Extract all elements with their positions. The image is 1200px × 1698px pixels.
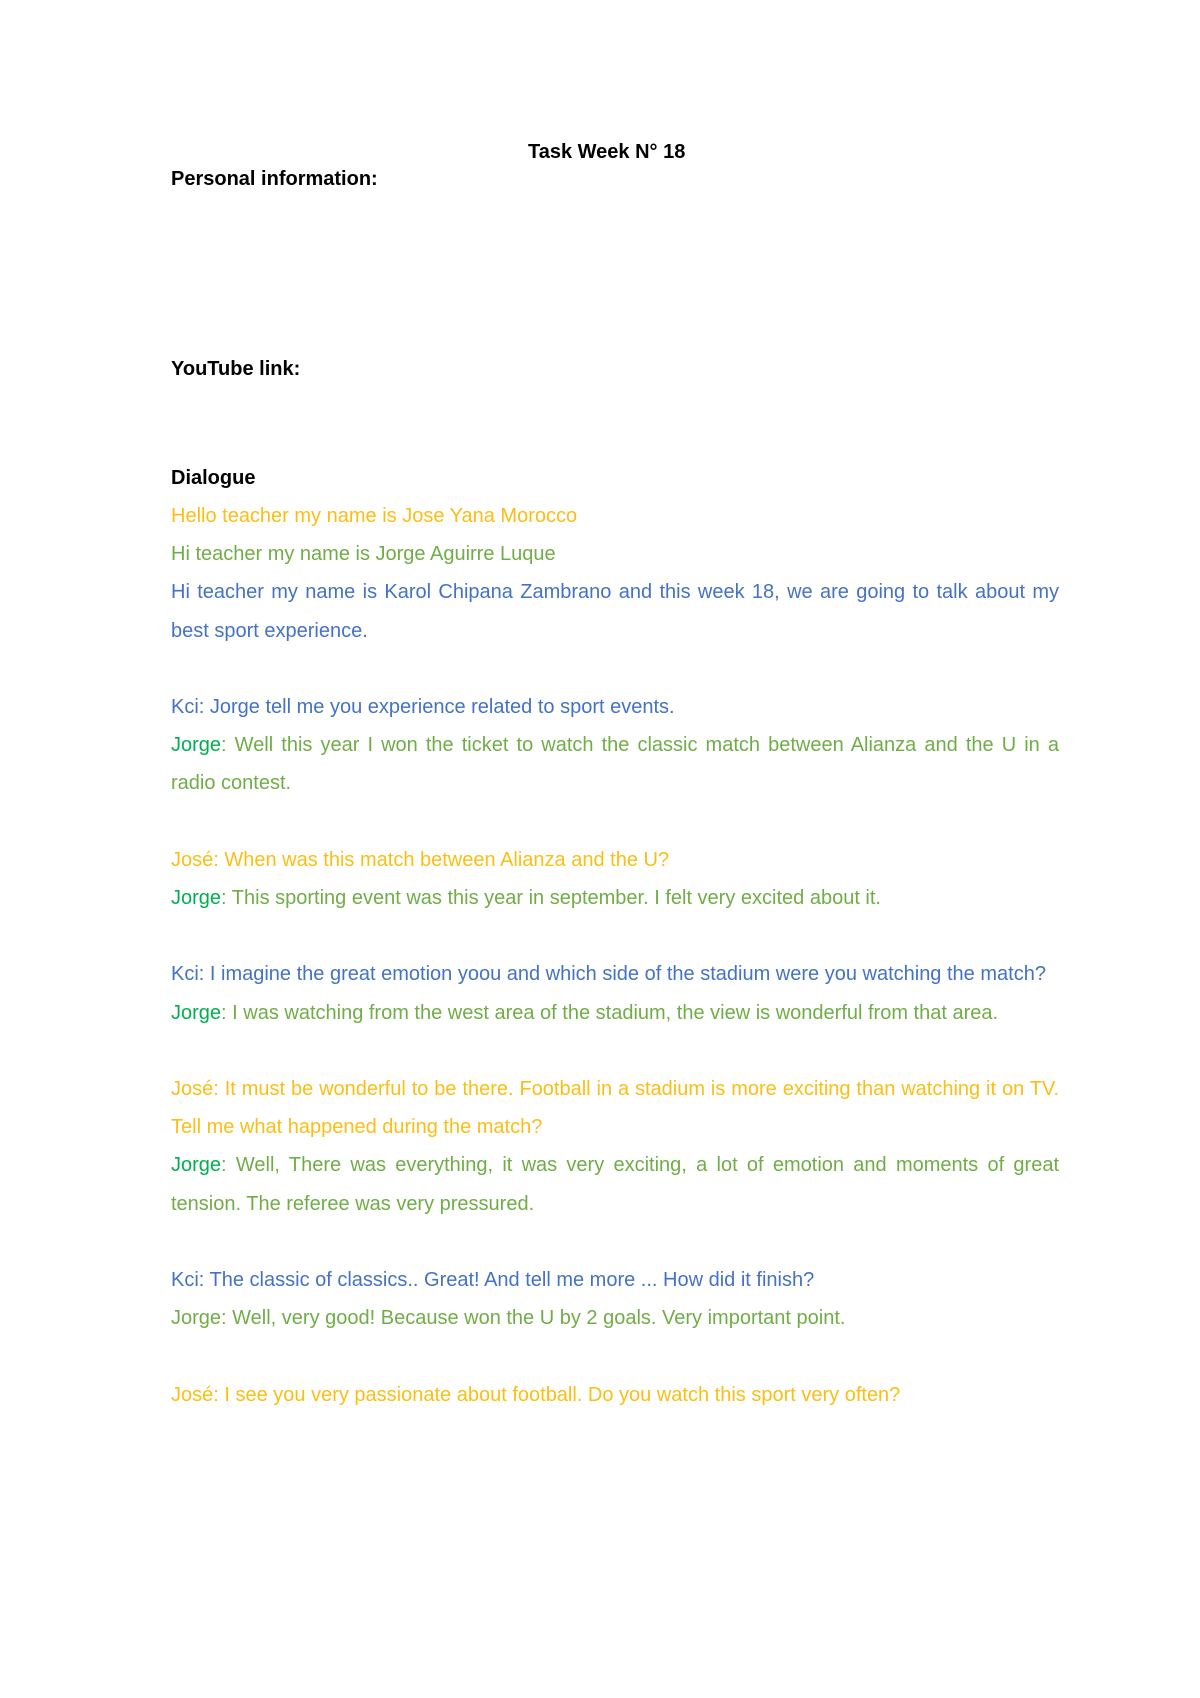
dialogue-text: I see you very passionate about football. Do you watch this sport very often? [218, 1383, 901, 1406]
intro-line: Hi teacher my name is Karol Chipana Zambrano and this week 18, we are going to talk about my best sport experience. [171, 581, 1059, 642]
paragraph-gap [171, 650, 1059, 688]
dialogue-text: Well, very good! Because won the U by 2 goals. Very important point. [226, 1307, 846, 1330]
speaker-name: Jorge [171, 734, 222, 757]
dialogue-line [171, 726, 1059, 802]
speaker-name: Kci: [171, 696, 205, 718]
dialogue-text: Well this year I won the ticket to watch the classic match between Alianza and the U in a radio contest. [171, 734, 1059, 795]
speaker-name: José: [171, 848, 219, 871]
paragraph-gap [171, 917, 1059, 955]
speaker-name: José: [171, 1383, 219, 1406]
dialogue-line [171, 994, 1059, 1032]
intro-line: Hi teacher my name is Jorge Aguirre Luque [171, 543, 556, 566]
dialogue-text: Jorge tell me you experience related to sport events. [204, 696, 675, 718]
dialogue-line [171, 1299, 1059, 1337]
dialogue-text: I imagine the great emotion yoou and which side of the stadium were you watching the match? [204, 963, 1046, 986]
dialogue-text: Well, There was everything, it was very exciting, a lot of emotion and moments of great tension. The referee was very pressured. [171, 1154, 1059, 1215]
speaker-name: Jorge [171, 887, 222, 909]
speaker-name: Jorge [171, 1154, 222, 1177]
dialogue-line [171, 688, 1059, 726]
personal-info-label: Personal information: [171, 168, 378, 190]
dialogue-line [171, 1376, 1059, 1414]
page-title: Task Week N° 18 [528, 141, 686, 163]
dialogue-line [171, 841, 1059, 879]
youtube-link-label: YouTube link: [171, 358, 301, 380]
dialogue-line [171, 1261, 1059, 1299]
speaker-name: Kci: [171, 1268, 205, 1291]
dialogue-line [171, 879, 1059, 917]
dialogue-text: It must be wonderful to be there. Football in a stadium is more exciting than watching it on TV. Tell me what happened during the match? [171, 1077, 1059, 1139]
dialogue-text: I was watching from the west area of the stadium, the view is wonderful from that area. [226, 1001, 999, 1024]
speaker-separator: : [221, 1001, 227, 1024]
dialogue-line [171, 955, 1059, 993]
dialogue-text: When was this match between Alianza and the U? [218, 848, 670, 871]
speaker-name: Kci: [171, 963, 205, 986]
intro-line: Hello teacher my name is Jose Yana Morocco [171, 505, 578, 527]
speaker-separator: : [221, 734, 227, 757]
paragraph-gap [171, 1223, 1059, 1261]
speaker-name: Jorge: [171, 1307, 227, 1330]
dialogue-line [171, 1146, 1059, 1222]
dialogue-body [171, 497, 1059, 1414]
speaker-separator: : [221, 887, 227, 909]
dialogue-line [171, 1070, 1059, 1146]
dialogue-text: The classic of classics.. Great! And tell me more ... How did it finish? [204, 1268, 815, 1291]
dialogue-text: This sporting event was this year in september. I felt very excited about it. [226, 887, 881, 909]
paragraph-gap [171, 803, 1059, 841]
paragraph-gap [171, 1337, 1059, 1375]
paragraph-gap [171, 1032, 1059, 1070]
speaker-name: Jorge [171, 1001, 222, 1024]
dialogue-heading: Dialogue [171, 467, 256, 489]
speaker-name: José: [171, 1077, 219, 1100]
speaker-separator: : [221, 1154, 227, 1177]
